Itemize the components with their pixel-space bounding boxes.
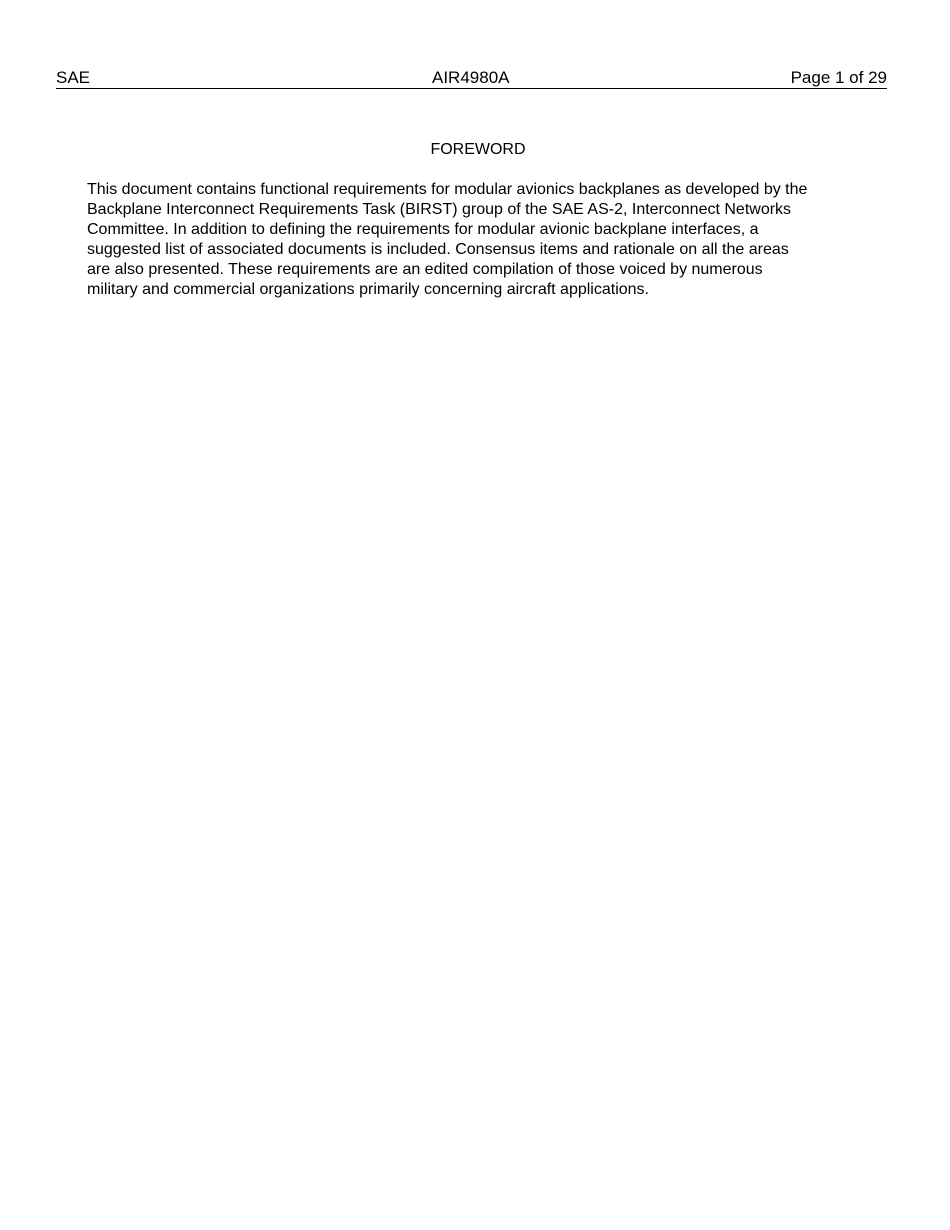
paragraph-line: suggested list of associated documents is included. Consensus items and rationale on all the areas [87,241,789,258]
paragraph-line: are also presented. These requirements are an edited compilation of those voiced by numerous [87,261,763,278]
header-organization: SAE [56,68,91,87]
section-title: FOREWORD [430,141,526,158]
foreword-paragraph [87,180,877,300]
page-header [56,68,887,89]
paragraph-line: Committee. In addition to defining the requirements for modular avionic backplane interfaces, a [87,221,759,238]
paragraph-line: military and commercial organizations primarily concerning aircraft applications. [87,281,649,298]
paragraph-line: This document contains functional requirements for modular avionics backplanes as developed by the [87,181,808,198]
header-page-number: Page 1 of 29 [790,68,887,87]
paragraph-line: Backplane Interconnect Requirements Task (BIRST) group of the SAE AS-2, Interconnect Networks [87,201,792,218]
header-document-number: AIR4980A [432,68,510,87]
